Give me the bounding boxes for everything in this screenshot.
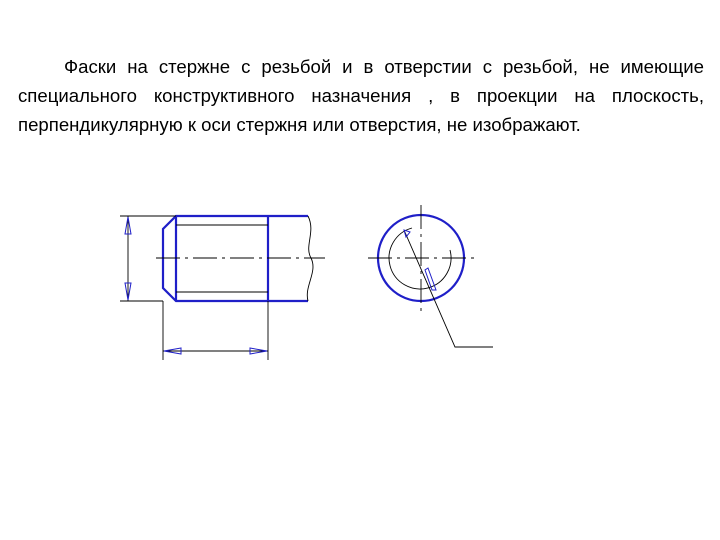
break-line — [307, 216, 313, 301]
paragraph-text: Фаски на стержне с резьбой и в отверстии с резьбой, не имеющие специального конструктивного назначения , в проекции на плоскость, перпендикулярную к оси стержня или отверстия, не изображают. — [18, 55, 704, 135]
dimension-arrows — [125, 217, 267, 354]
rod-end-view — [368, 205, 493, 347]
thread-arc — [389, 228, 451, 289]
rod-outline — [163, 216, 308, 301]
leader-arrow-mid — [425, 268, 436, 290]
rod-contour — [163, 216, 308, 301]
rod-thin-lines — [120, 216, 325, 360]
rod-front-view — [120, 216, 325, 360]
